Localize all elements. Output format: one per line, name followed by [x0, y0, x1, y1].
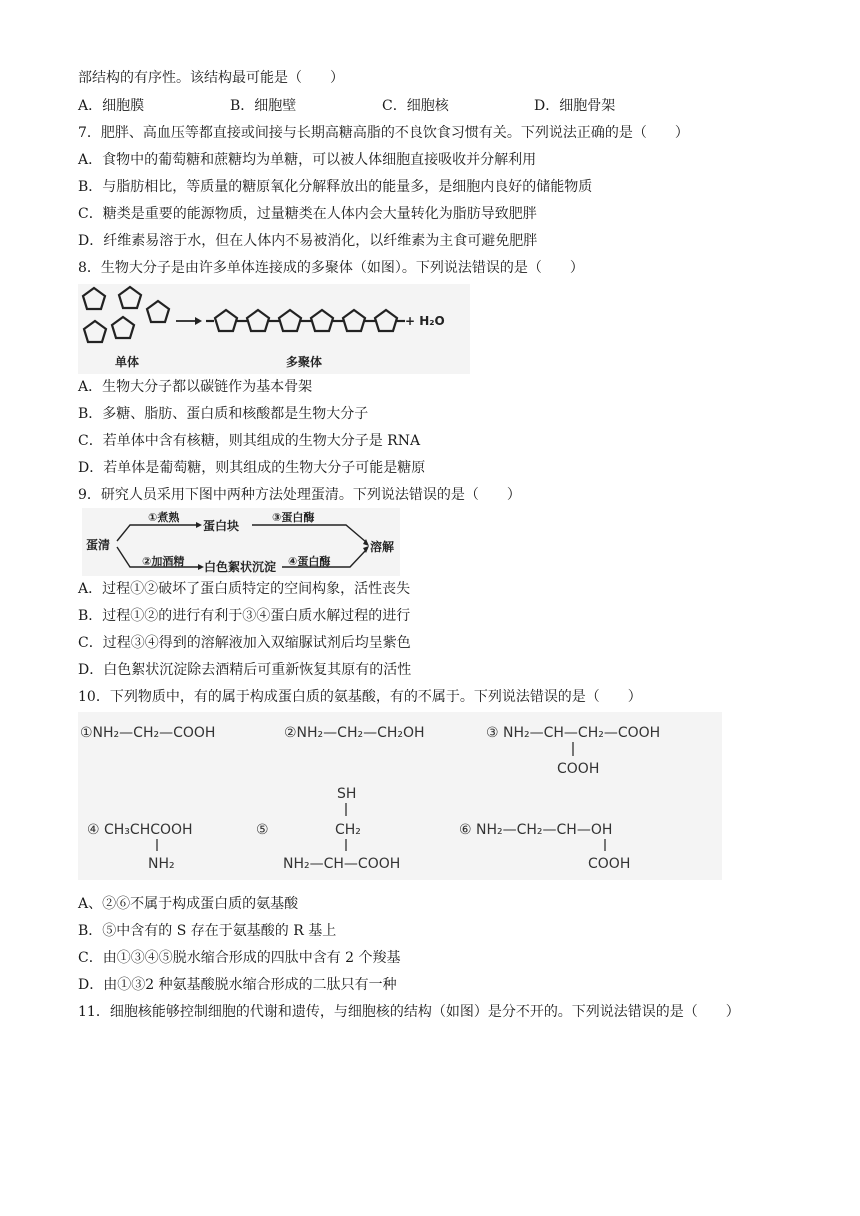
q8-option-a: A．生物大分子都以碳链作为基本骨架	[78, 379, 313, 395]
q8-option-d: D．若单体是葡萄糖，则其组成的生物大分子可能是糖原	[78, 460, 426, 476]
q9-option-a: A．过程①②破坏了蛋白质特定的空间构象，活性丧失	[78, 581, 411, 597]
step-protease-3-label: ③蛋白酶	[272, 511, 315, 524]
monomer-label: 单体	[115, 355, 140, 369]
q8-option-b: B．多糖、脂肪、蛋白质和核酸都是生物大分子	[78, 406, 369, 422]
polymer-label: 多聚体	[286, 355, 323, 369]
q9-option-c: C．过程③④得到的溶解液加入双缩脲试剂后均呈紫色	[78, 635, 411, 651]
q10-option-d: D．由①③2 种氨基酸脱水缩合形成的二肽只有一种	[78, 977, 397, 993]
q7-option-a: A．食物中的葡萄糖和蔗糖均为单糖，可以被人体细胞直接吸收并分解利用	[78, 152, 537, 168]
step-protease-4-label: ④蛋白酶	[288, 555, 331, 568]
water-product: + H₂O	[405, 314, 445, 328]
dissolve-label: 溶解	[370, 540, 395, 554]
amino-acid-structures-figure	[78, 712, 722, 880]
protein-block-label: 蛋白块	[203, 519, 240, 533]
q11-stem: 11．细胞核能够控制细胞的代谢和遗传，与细胞核的结构（如图）是分不开的。下列说法错误的是（ ）	[78, 1004, 740, 1020]
q7-option-b: B．与脂肪相比，等质量的糖原氧化分解释放出的能量多，是细胞内良好的储能物质	[78, 179, 593, 195]
structure-3: ③ NH₂—CH—CH₂—COOH	[486, 725, 661, 741]
q9-option-b: B．过程①②的进行有利于③④蛋白质水解过程的进行	[78, 608, 411, 624]
q8-option-c: C．若单体中含有核糖，则其组成的生物大分子是 RNA	[78, 433, 421, 449]
monomer-polymer-figure	[78, 284, 470, 374]
q7-option-d: D．纤维素易溶于水，但在人体内不易被消化，以纤维素为主食可避免肥胖	[78, 233, 538, 249]
q8-stem: 8．生物大分子是由许多单体连接成的多聚体（如图）。下列说法错误的是（ ）	[78, 260, 584, 276]
step-alcohol-label: ②加酒精	[142, 555, 185, 568]
q6-stem-tail: 部结构的有序性。该结构最可能是（ ）	[78, 70, 344, 86]
structure-6-carboxyl: COOH	[588, 856, 631, 872]
structure-5-sh: SH	[337, 786, 357, 802]
q6-option-b: B．细胞壁	[230, 98, 297, 114]
structure-5-backbone: NH₂—CH—COOH	[283, 856, 401, 872]
structure-1: ①NH₂—CH₂—COOH	[80, 725, 216, 741]
q10-option-c: C．由①③④⑤脱水缩合形成的四肽中含有 2 个羧基	[78, 950, 401, 966]
structure-5-ch2: CH₂	[335, 822, 361, 838]
structure-3-carboxyl: COOH	[557, 761, 600, 777]
structure-5-number: ⑤	[256, 822, 269, 838]
egg-white-process-figure	[82, 508, 400, 576]
q10-option-b: B．⑤中含有的 S 存在于氨基酸的 R 基上	[78, 923, 337, 939]
structure-4: ④ CH₃CHCOOH	[87, 822, 193, 838]
q7-option-c: C．糖类是重要的能源物质，过量糖类在人体内会大量转化为脂肪导致肥胖	[78, 206, 537, 222]
q9-stem: 9．研究人员采用下图中两种方法处理蛋清。下列说法错误的是（ ）	[78, 487, 521, 503]
white-precipitate-label: 白色絮状沉淀	[204, 560, 277, 574]
step-cook-label: ①煮熟	[148, 511, 180, 524]
structure-2: ②NH₂—CH₂—CH₂OH	[284, 725, 425, 741]
egg-white-label: 蛋清	[86, 538, 111, 552]
q6-option-d: D．细胞骨架	[534, 98, 616, 114]
q6-option-a: A．细胞膜	[78, 98, 145, 114]
structure-6: ⑥ NH₂—CH₂—CH—OH	[459, 822, 613, 838]
q7-stem: 7．肥胖、高血压等都直接或间接与长期高糖高脂的不良饮食习惯有关。下列说法正确的是（ ）	[78, 125, 689, 141]
q10-stem: 10．下列物质中，有的属于构成蛋白质的氨基酸，有的不属于。下列说法错误的是（ ）	[78, 689, 642, 705]
structure-4-amino: NH₂	[148, 856, 175, 872]
q6-option-c: C．细胞核	[382, 98, 449, 114]
q9-option-d: D．白色絮状沉淀除去酒精后可重新恢复其原有的活性	[78, 662, 412, 678]
q10-option-a: A、②⑥不属于构成蛋白质的氨基酸	[78, 896, 299, 912]
